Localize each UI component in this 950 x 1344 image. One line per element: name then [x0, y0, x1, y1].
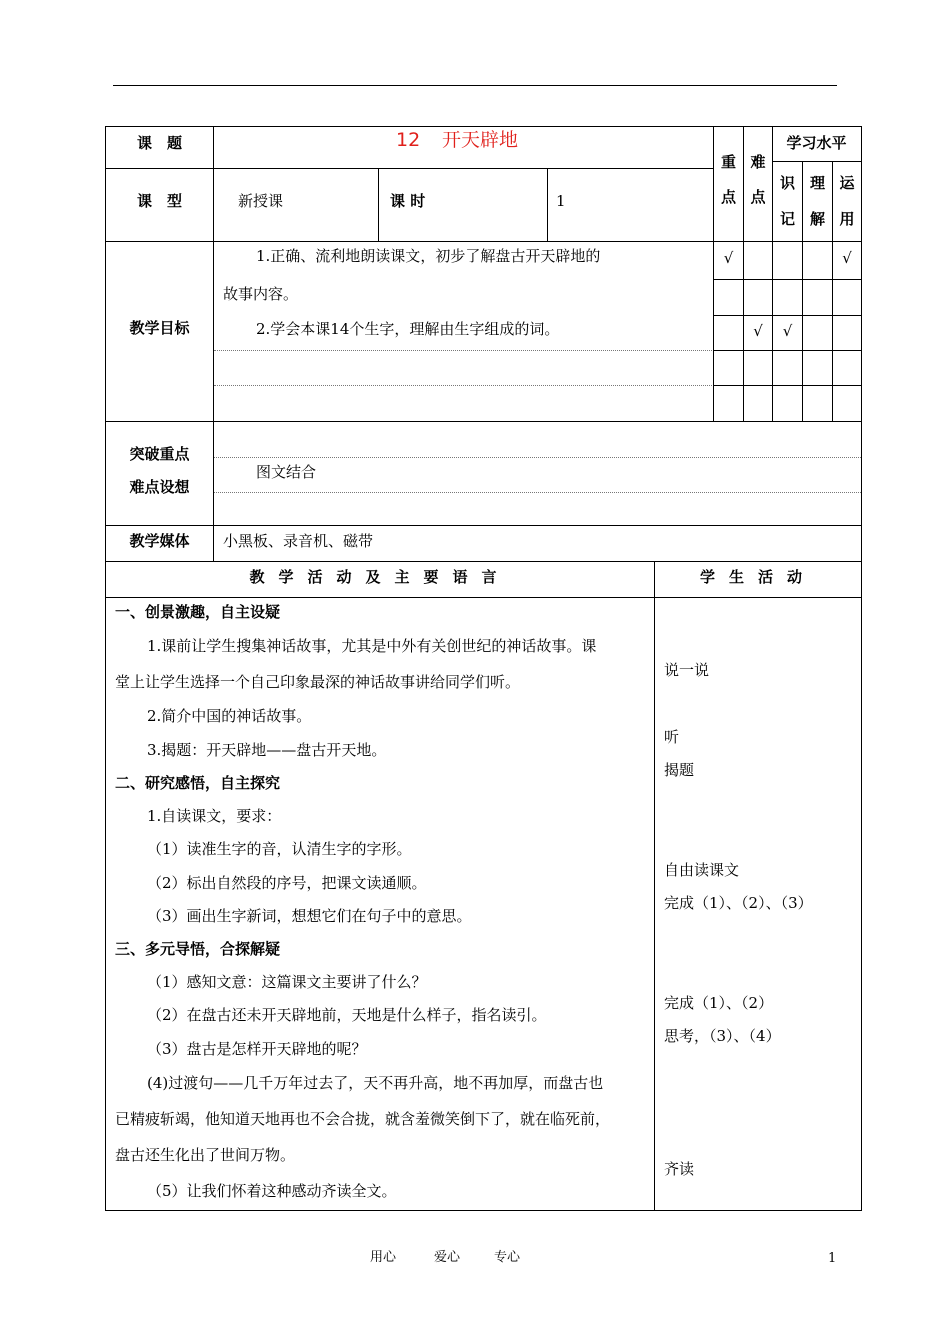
breakthrough-value: 图文结合 [256, 463, 317, 481]
footer-slogan-2: 爱心 [434, 1250, 461, 1265]
footer-slogan-3: 专心 [494, 1250, 521, 1265]
level-understand-2: 解 [809, 210, 825, 228]
s3-p5: （5）让我们怀着这种感动齐读全文。 [147, 1182, 397, 1200]
label-type: 课 型 [136, 192, 182, 210]
level-memorize-2: 记 [779, 210, 795, 228]
lesson-number: 12 [396, 129, 421, 151]
goal-1-line-1: 1.正确、流利地朗读课文，初步了解盘古开天辟地的 [256, 247, 601, 265]
check-difficult-goal-2: √ [753, 322, 763, 340]
level-understand-1: 理 [809, 174, 825, 192]
s1-p1-a: 1.课前让学生搜集神话故事，尤其是中外有关创世纪的神话故事。课 [147, 637, 597, 655]
level-memorize-1: 识 [779, 174, 795, 192]
section-2-title: 二、研究感悟，自主探究 [115, 774, 281, 792]
difficult-point-2: 点 [750, 188, 766, 206]
s1-p2: 2.简介中国的神话故事。 [147, 707, 312, 725]
s1-p3: 3.揭题：开天辟地——盘古开天地。 [147, 741, 387, 759]
label-topic: 课 题 [136, 134, 182, 152]
student-activity-2: 听 [664, 728, 680, 746]
section-1-title: 一、创景激趣，自主设疑 [115, 603, 281, 621]
s2-p1: 1.自读课文，要求： [147, 807, 282, 825]
s3-p4-a: (4)过渡句——几千万年过去了，天不再升高，地不再加厚，而盘古也 [147, 1074, 604, 1092]
footer-slogan-1: 用心 [370, 1250, 397, 1265]
student-activity-8: 齐读 [664, 1160, 695, 1178]
label-breakthrough-1: 突破重点 [129, 445, 190, 463]
label-breakthrough-2: 难点设想 [129, 478, 190, 496]
s2-p3: （2）标出自然段的序号，把课文读通顺。 [147, 874, 427, 892]
type-value: 新授课 [238, 192, 284, 210]
difficult-point-1: 难 [750, 153, 766, 171]
period-value: 1 [556, 192, 566, 210]
check-memorize-goal-2: √ [782, 322, 793, 340]
s2-p4: （3）画出生字新词，想想它们在句子中的意思。 [147, 907, 472, 925]
level-apply-2: 用 [839, 210, 855, 228]
heading-teacher-activities: 教学活动及主要语言 [249, 568, 511, 586]
s3-p4-b: 已精疲斩竭，他知道天地再也不会合拢，就含羞微笑倒下了，就在临死前， [115, 1110, 611, 1128]
check-key-goal-1: √ [723, 249, 734, 267]
check-apply-goal-1: √ [842, 249, 852, 267]
label-goals: 教学目标 [129, 319, 190, 337]
level-apply-1: 运 [839, 174, 855, 192]
section-3-title: 三、多元导悟，合探解疑 [115, 940, 281, 958]
s3-p3: （3）盘古是怎样开天辟地的呢？ [147, 1040, 367, 1058]
student-activity-1: 说一说 [664, 661, 710, 679]
student-activity-4: 自由读课文 [664, 861, 740, 879]
s3-p2: （2）在盘古还未开天辟地前，天地是什么样子，指名读引。 [147, 1006, 547, 1024]
lesson-title: 开天辟地 [442, 129, 519, 151]
goal-2: 2.学会本课14个生字，理解由生字组成的词。 [256, 320, 560, 338]
student-activity-3: 揭题 [664, 761, 695, 779]
s3-p1: （1）感知文意：这篇课文主要讲了什么？ [147, 973, 427, 991]
s2-p2: （1）读准生字的音，认清生字的字形。 [147, 840, 412, 858]
s1-p1-b: 堂上让学生选择一个自己印象最深的神话故事讲给同学们听。 [115, 673, 521, 691]
media-value: 小黑板、录音机、磁带 [223, 532, 374, 550]
heading-student-activities: 学生活动 [699, 568, 816, 586]
header-rule [113, 85, 837, 86]
key-point-2: 点 [720, 188, 736, 206]
student-activity-5: 完成（1）、（2）、（3） [664, 894, 813, 912]
student-activity-6: 完成（1）、（2） [664, 994, 774, 1012]
student-activity-7: 思考，（3）、（4） [664, 1027, 781, 1045]
s3-p4-c: 盘古还生化出了世间万物。 [115, 1146, 296, 1164]
page-number: 1 [828, 1251, 837, 1266]
label-media: 教学媒体 [129, 532, 190, 550]
key-point-1: 重 [720, 153, 736, 171]
level-heading: 学习水平 [786, 134, 847, 152]
label-period: 课 时 [390, 192, 426, 210]
goal-1-line-2: 故事内容。 [223, 285, 299, 303]
